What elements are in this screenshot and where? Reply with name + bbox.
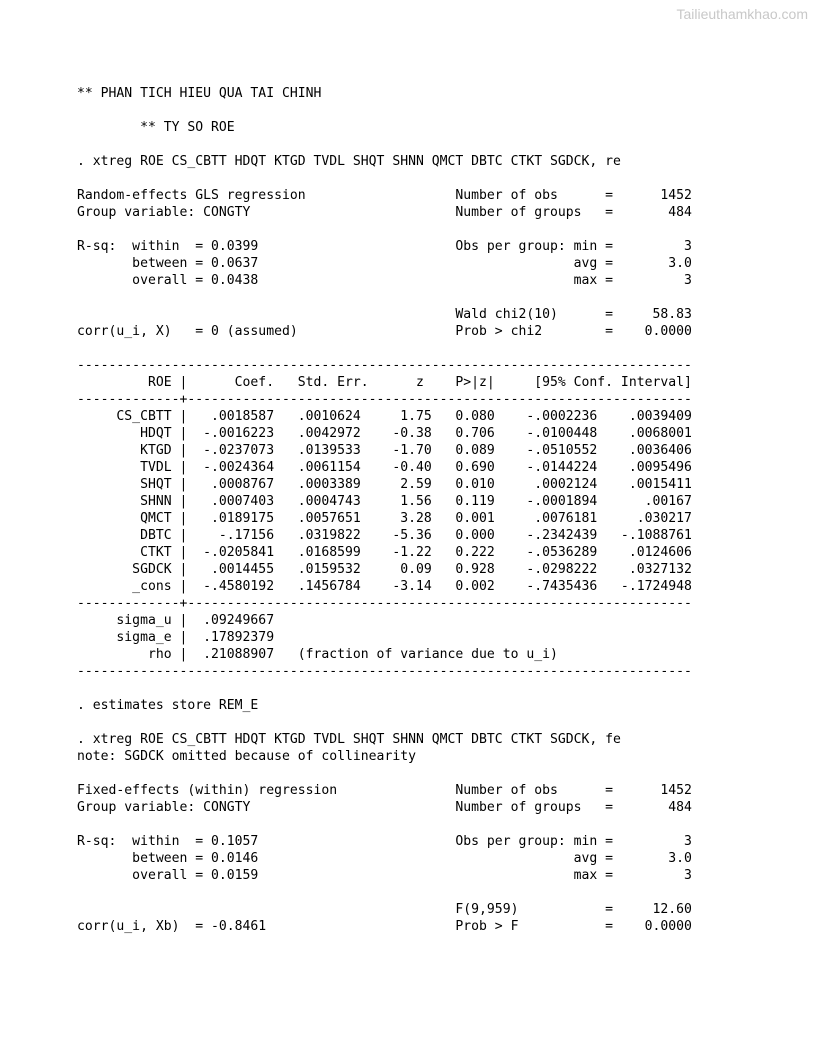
output-line: KTGD | -.0237073 .0139533 -1.70 0.089 -.0510552 .0036406 (77, 443, 692, 458)
watermark: Tailieuthamkhao.com (676, 6, 808, 22)
output-line: R-sq: within = 0.0399 Obs per group: min = 3 (77, 239, 692, 254)
output-line (77, 816, 692, 833)
output-line: SHQT | .0008767 .0003389 2.59 0.010 .0002124 .0015411 (77, 477, 692, 492)
output-line: SGDCK | .0014455 .0159532 0.09 0.928 -.0298222 .0327132 (77, 562, 692, 577)
output-line: overall = 0.0438 max = 3 (77, 273, 692, 288)
output-line: -------------+---------------------------------------------------------------- (77, 596, 692, 611)
output-line: ROE | Coef. Std. Err. z P>|z| [95% Conf. Interval] (77, 375, 692, 390)
output-line: Group variable: CONGTY Number of groups = 484 (77, 205, 692, 220)
output-line (77, 102, 692, 119)
output-line: corr(u_i, X) = 0 (assumed) Prob > chi2 = 0.0000 (77, 324, 692, 339)
output-line: F(9,959) = 12.60 (77, 902, 692, 917)
output-line: QMCT | .0189175 .0057651 3.28 0.001 .0076181 .030217 (77, 511, 692, 526)
output-line: TVDL | -.0024364 .0061154 -0.40 0.690 -.0144224 .0095496 (77, 460, 692, 475)
output-line: R-sq: within = 0.1057 Obs per group: min = 3 (77, 834, 692, 849)
output-line: CTKT | -.0205841 .0168599 -1.22 0.222 -.0536289 .0124606 (77, 545, 692, 560)
output-line: overall = 0.0159 max = 3 (77, 868, 692, 883)
stata-output-log (77, 85, 692, 935)
output-line: . xtreg ROE CS_CBTT HDQT KTGD TVDL SHQT SHNN QMCT DBTC CTKT SGDCK, fe (77, 732, 621, 747)
output-line (77, 680, 692, 697)
output-line (77, 340, 692, 357)
output-line: sigma_u | .09249667 (77, 613, 275, 628)
output-line: CS_CBTT | .0018587 .0010624 1.75 0.080 -.0002236 .0039409 (77, 409, 692, 424)
output-line: _cons | -.4580192 .1456784 -3.14 0.002 -.7435436 -.1724948 (77, 579, 692, 594)
output-line: note: SGDCK omitted because of collinearity (77, 749, 416, 764)
output-line: ** TY SO ROE (77, 120, 235, 135)
output-line: ** PHAN TICH HIEU QUA TAI CHINH (77, 86, 322, 101)
output-line: Fixed-effects (within) regression Number of obs = 1452 (77, 783, 692, 798)
output-line: DBTC | -.17156 .0319822 -5.36 0.000 -.2342439 -.1088761 (77, 528, 692, 543)
output-line: SHNN | .0007403 .0004743 1.56 0.119 -.0001894 .00167 (77, 494, 692, 509)
output-line: -------------+---------------------------------------------------------------- (77, 392, 692, 407)
output-line: sigma_e | .17892379 (77, 630, 275, 645)
output-line (77, 765, 692, 782)
output-line (77, 714, 692, 731)
output-line: Random-effects GLS regression Number of obs = 1452 (77, 188, 692, 203)
output-line: Group variable: CONGTY Number of groups = 484 (77, 800, 692, 815)
output-line: ------------------------------------------------------------------------------ (77, 664, 692, 679)
output-line: between = 0.0637 avg = 3.0 (77, 256, 692, 271)
output-line (77, 136, 692, 153)
output-line (77, 170, 692, 187)
output-line: between = 0.0146 avg = 3.0 (77, 851, 692, 866)
output-line (77, 289, 692, 306)
output-line: Wald chi2(10) = 58.83 (77, 307, 692, 322)
output-line: corr(u_i, Xb) = -0.8461 Prob > F = 0.0000 (77, 919, 692, 934)
output-line: rho | .21088907 (fraction of variance due to u_i) (77, 647, 558, 662)
output-line: HDQT | -.0016223 .0042972 -0.38 0.706 -.0100448 .0068001 (77, 426, 692, 441)
output-line: ------------------------------------------------------------------------------ (77, 358, 692, 373)
output-line (77, 884, 692, 901)
output-line (77, 221, 692, 238)
output-line: . estimates store REM_E (77, 698, 259, 713)
output-line: . xtreg ROE CS_CBTT HDQT KTGD TVDL SHQT SHNN QMCT DBTC CTKT SGDCK, re (77, 154, 621, 169)
